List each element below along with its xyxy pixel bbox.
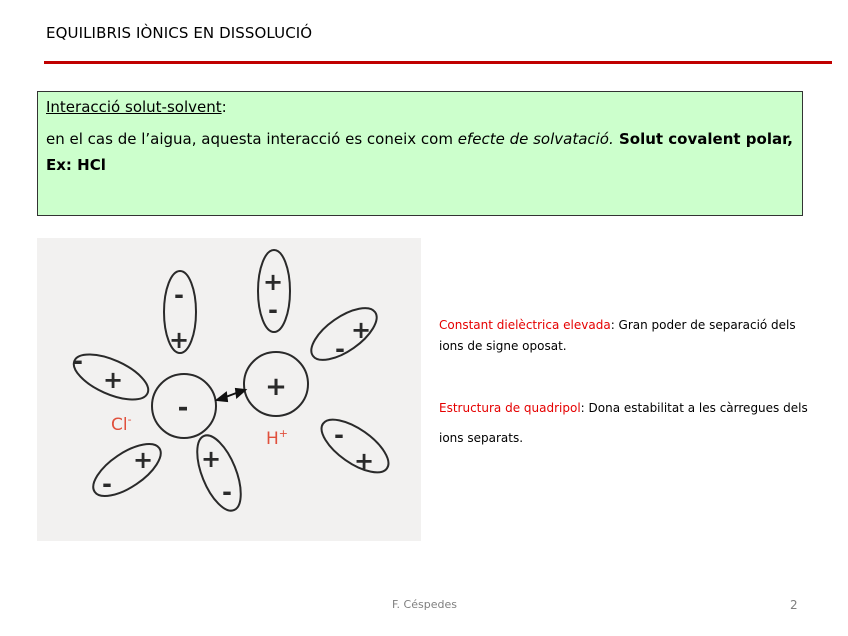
title-divider <box>44 61 832 64</box>
chloride-label-text: Cl <box>111 415 128 435</box>
dipole-7-minus: - <box>334 421 344 449</box>
dipole-3-minus: - <box>73 347 83 375</box>
dipole-4-minus: - <box>335 335 345 363</box>
water-dipole-6 <box>188 430 249 517</box>
box-body <box>46 126 794 178</box>
dipole-2-plus: + <box>262 268 284 296</box>
box-heading <box>46 98 794 116</box>
interaction-box <box>37 91 803 216</box>
note-quadrupole-text: : Dona estabilitat a les càrregues dels ions separats. <box>439 401 808 445</box>
note-quadrupole <box>439 393 811 453</box>
chloride-label <box>111 413 132 435</box>
dipole-5-minus: - <box>102 470 112 498</box>
dipole-6-minus: - <box>222 478 232 506</box>
dipole-2-minus: - <box>268 296 278 324</box>
notes-panel <box>439 315 811 453</box>
box-heading-text: Interacció solut-solvent <box>46 98 222 116</box>
hydrogen-label-charge: + <box>278 427 289 440</box>
water-dipole-5 <box>85 434 169 506</box>
arrow-head-right <box>236 389 245 397</box>
dipole-5-plus: + <box>132 446 154 474</box>
note-dielectric-highlight: Constant dielèctrica elevada <box>439 318 611 332</box>
chloride-label-charge: - <box>127 413 132 426</box>
hydrogen-label <box>266 427 288 449</box>
dipole-3-plus: + <box>102 366 124 394</box>
box-heading-colon: : <box>221 98 227 116</box>
dipole-4-plus: + <box>350 316 372 344</box>
footer-author: F. Céspedes <box>392 598 457 611</box>
dipole-6-plus: + <box>200 445 222 473</box>
dipole-1-minus: - <box>174 281 184 309</box>
slide-title: EQUILIBRIS IÒNICS EN DISSOLUCIÓ <box>46 24 313 42</box>
note-dielectric <box>439 315 811 357</box>
chloride-sign: - <box>177 393 189 423</box>
box-body-text: en el cas de l’aigua, aquesta interacció es coneix com <box>46 130 458 148</box>
hydrogen-label-text: H <box>266 429 279 449</box>
note-quadrupole-highlight: Estructura de quadripol <box>439 401 581 415</box>
note-dielectric-text: : Gran poder de separació dels ions de signe oposat. <box>439 318 796 353</box>
box-body-italic: efecte de solvatació. <box>457 130 614 148</box>
solvation-figure <box>37 238 421 541</box>
dipole-1-plus: + <box>168 326 190 354</box>
arrow-head-left <box>217 393 227 401</box>
box-body-bold: Solut covalent polar, Ex: HCl <box>46 130 793 174</box>
hydrogen-sign: + <box>265 372 287 402</box>
dipole-7-plus: + <box>353 447 375 475</box>
page-number: 2 <box>790 598 798 612</box>
